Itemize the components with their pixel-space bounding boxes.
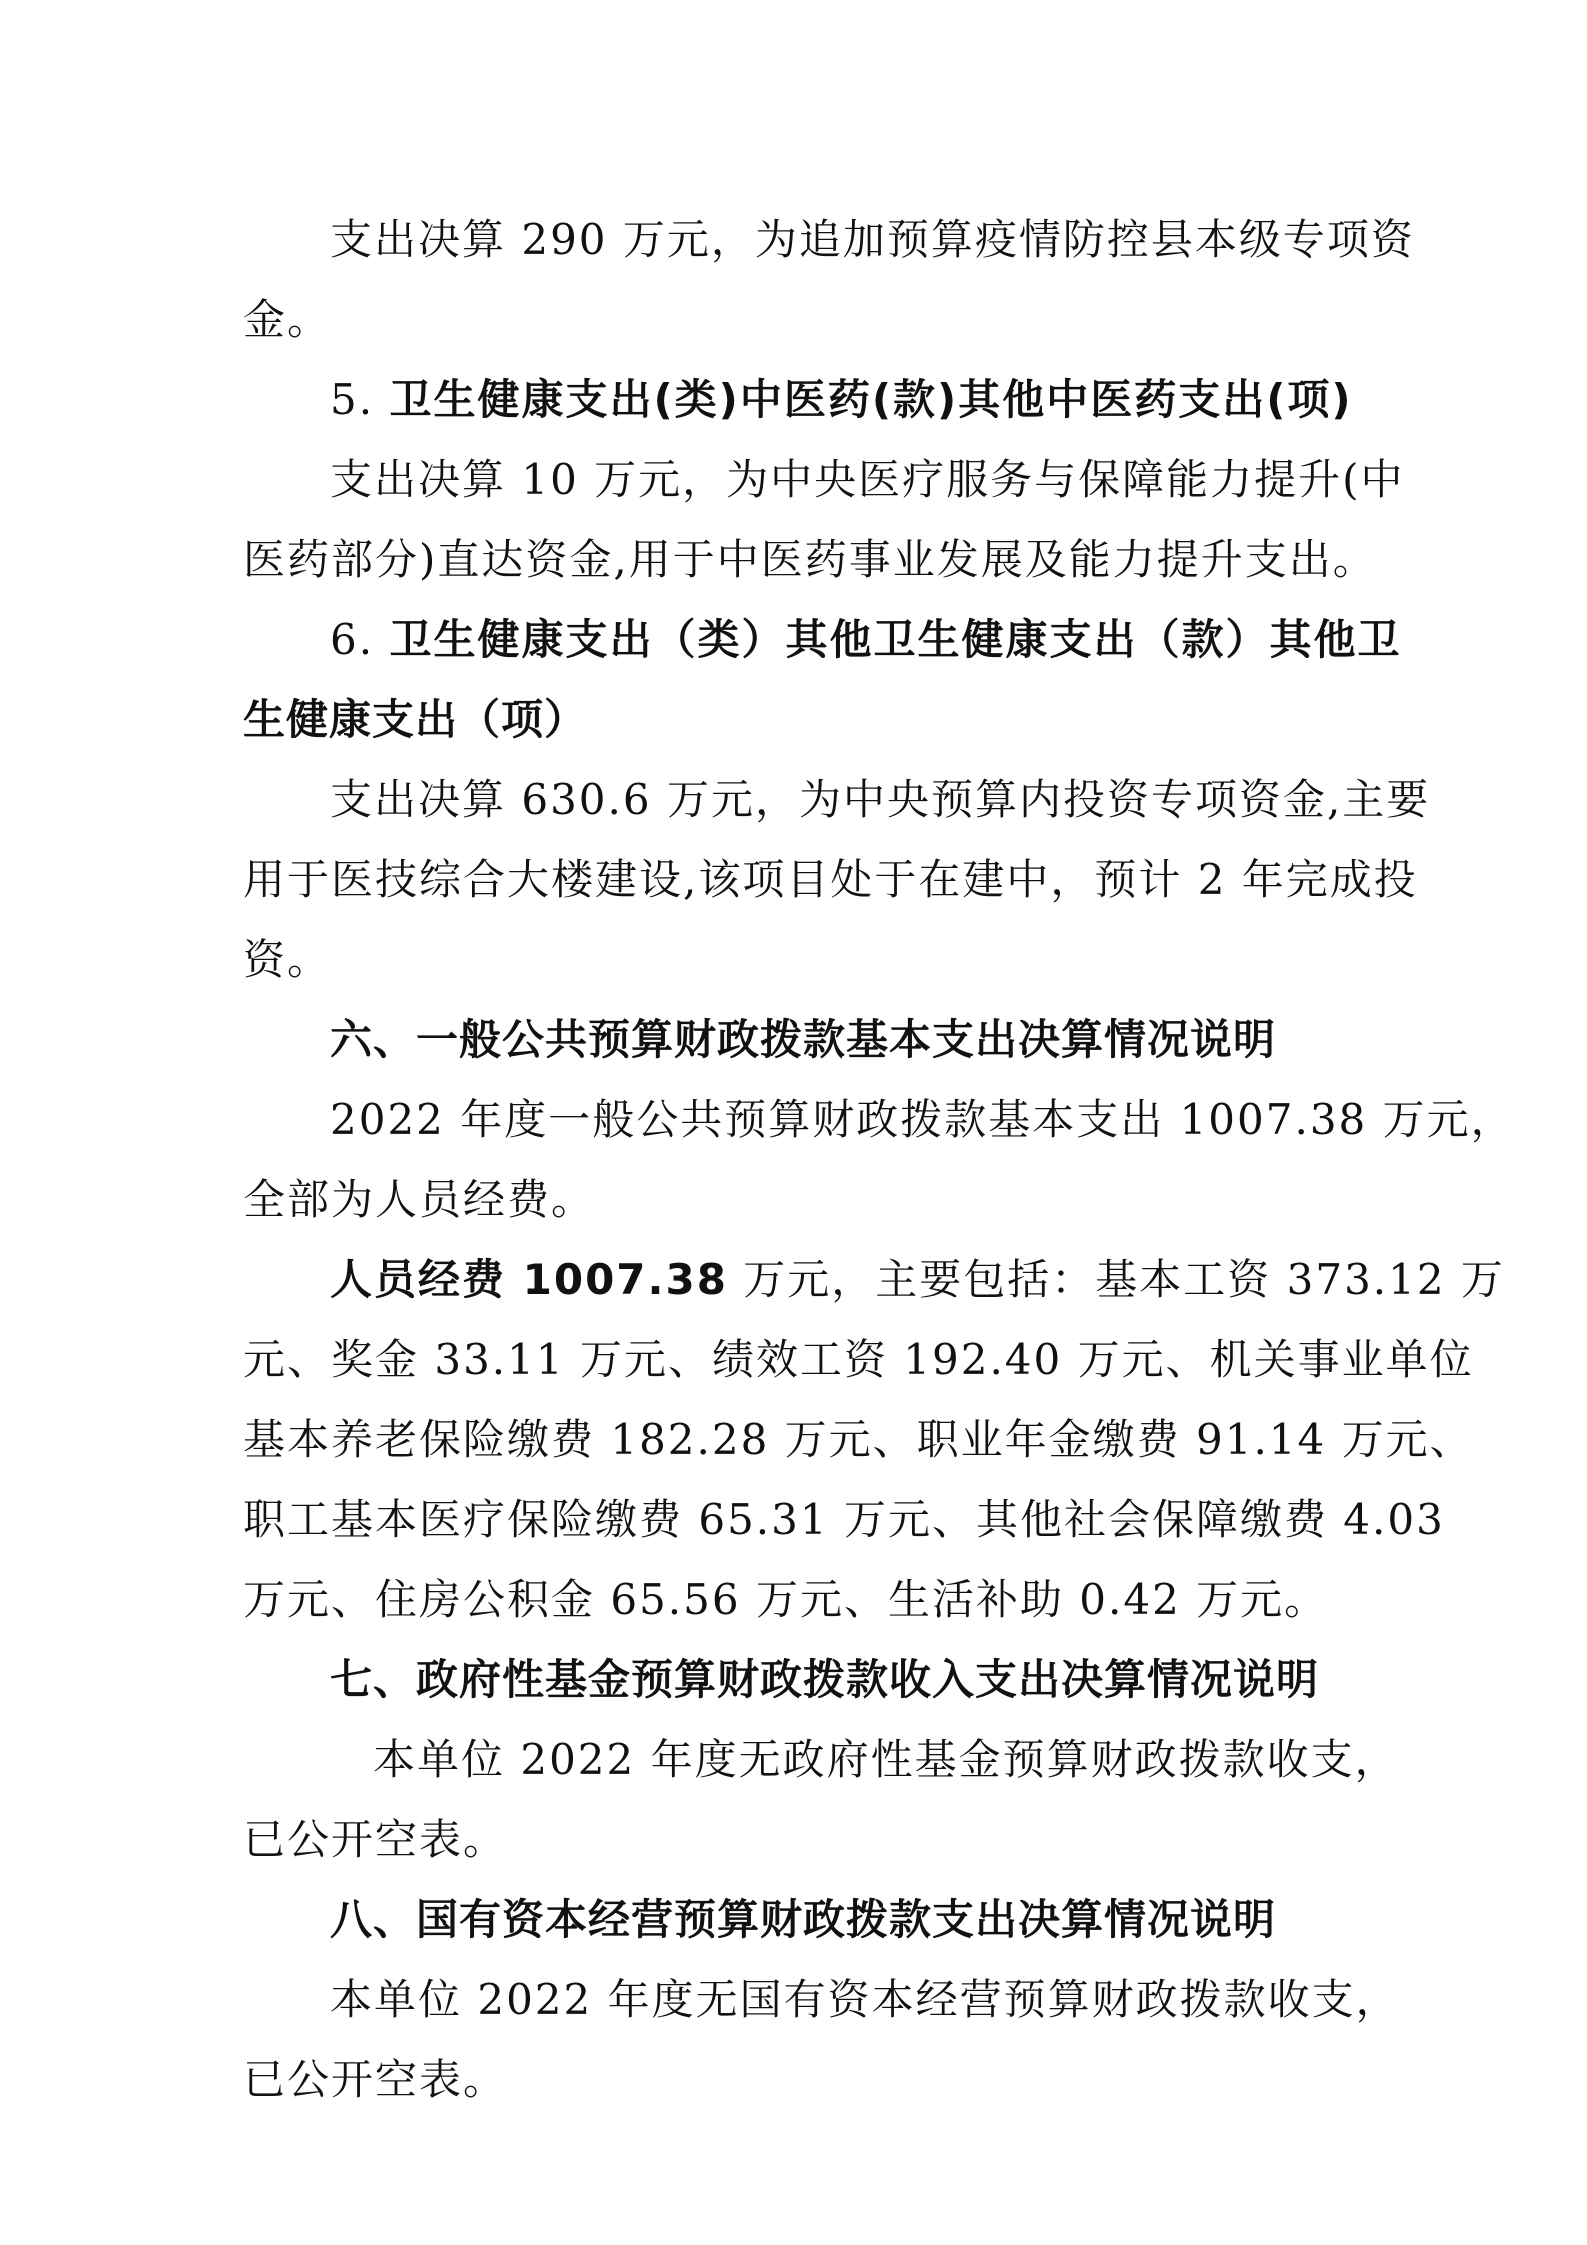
paragraph-line: 已公开空表。 bbox=[243, 2055, 508, 2104]
paragraph-line: 已公开空表。 bbox=[243, 1815, 508, 1864]
paragraph-line: 万元、住房公积金 65.56 万元、生活补助 0.42 万元。 bbox=[243, 1575, 1329, 1624]
section-heading-6-continued: 生健康支出（项） bbox=[243, 695, 588, 744]
paragraph-line: 资。 bbox=[243, 935, 332, 984]
paragraph-line: 用于医技综合大楼建设,该项目处于在建中，预计 2 年完成投 bbox=[243, 855, 1418, 904]
paragraph-line: 全部为人员经费。 bbox=[243, 1175, 596, 1224]
paragraph-line: 支出决算 630.6 万元，为中央预算内投资专项资金,主要 bbox=[330, 775, 1431, 824]
heading-number: 5. bbox=[330, 375, 390, 424]
paragraph-line: 基本养老保险缴费 182.28 万元、职业年金缴费 91.14 万元、 bbox=[243, 1415, 1474, 1464]
paragraph-line bbox=[330, 1252, 1505, 1308]
section-heading-eight: 八、国有资本经营预算财政拨款支出决算情况说明 bbox=[330, 1895, 1277, 1944]
paragraph-line: 本单位 2022 年度无国有资本经营预算财政拨款收支， bbox=[330, 1975, 1400, 2024]
line-text: 万元，主要包括：基本工资 373.12 万 bbox=[727, 1255, 1505, 1304]
heading-text: 卫生健康支出(类)中医药(款)其他中医药支出(项) bbox=[389, 375, 1353, 424]
paragraph-line: 支出决算 10 万元，为中央医疗服务与保障能力提升(中 bbox=[330, 455, 1405, 504]
section-heading-seven: 七、政府性基金预算财政拨款收入支出决算情况说明 bbox=[330, 1655, 1320, 1704]
paragraph-line: 元、奖金 33.11 万元、绩效工资 192.40 万元、机关事业单位 bbox=[243, 1335, 1474, 1384]
paragraph-line: 支出决算 290 万元，为追加预算疫情防控县本级专项资 bbox=[330, 215, 1415, 264]
bold-lead: 人员经费 1007.38 bbox=[330, 1255, 728, 1304]
section-heading-5 bbox=[330, 372, 1353, 428]
paragraph-line: 医药部分)直达资金,用于中医药事业发展及能力提升支出。 bbox=[243, 535, 1377, 584]
paragraph-line: 职工基本医疗保险缴费 65.31 万元、其他社会保障缴费 4.03 bbox=[243, 1495, 1445, 1544]
heading-text: 卫生健康支出（类）其他卫生健康支出（款）其他卫 bbox=[389, 615, 1402, 664]
paragraph-line: 金。 bbox=[243, 295, 332, 344]
section-heading-six: 六、一般公共预算财政拨款基本支出决算情况说明 bbox=[330, 1015, 1277, 1064]
paragraph-line: 本单位 2022 年度无政府性基金预算财政拨款收支， bbox=[373, 1735, 1399, 1784]
section-heading-6 bbox=[330, 612, 1402, 668]
heading-number: 6. bbox=[330, 615, 390, 664]
paragraph-line: 2022 年度一般公共预算财政拨款基本支出 1007.38 万元， bbox=[330, 1095, 1515, 1144]
